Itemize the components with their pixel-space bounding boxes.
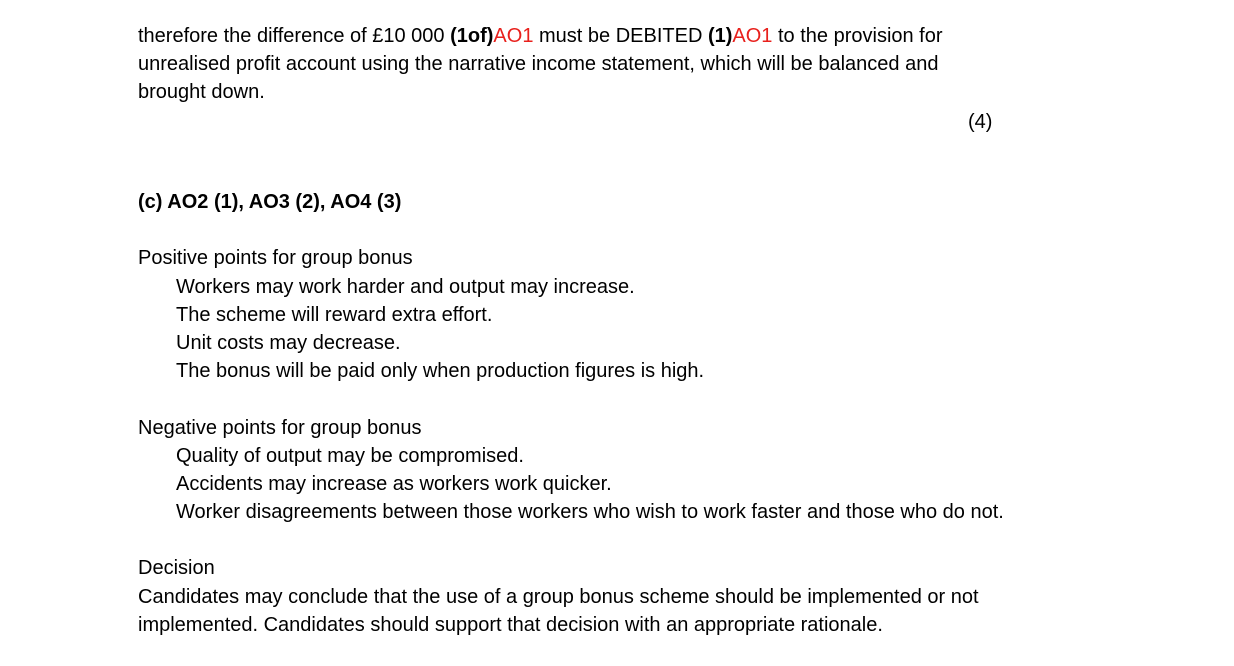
negative-point: Worker disagreements between those workers who wish to work faster and those who do not. bbox=[176, 501, 1004, 523]
decision-text: Candidates may conclude that the use of a group bonus scheme should be implemented or not bbox=[138, 586, 979, 608]
part-b-line-2: unrealised profit account using the narrative income statement, which will be balanced and bbox=[138, 53, 939, 75]
assessment-objective: AO1 bbox=[732, 25, 773, 47]
mark-allocation: (1) bbox=[707, 25, 733, 47]
positive-point: Workers may work harder and output may increase. bbox=[176, 276, 635, 298]
decision-text: implemented. Candidates should support that decision with an appropriate rationale. bbox=[138, 614, 883, 636]
negative-point: Accidents may increase as workers work quicker. bbox=[176, 473, 612, 495]
assessment-objective: AO1 bbox=[493, 25, 534, 47]
positive-point: The scheme will reward extra effort. bbox=[176, 304, 493, 326]
marks-total: (4) bbox=[968, 111, 993, 133]
negative-heading: Negative points for group bonus bbox=[138, 417, 422, 439]
part-b-line-3: brought down. bbox=[138, 81, 265, 103]
text-segment: must be DEBITED bbox=[533, 25, 708, 47]
positive-point: The bonus will be paid only when production figures is high. bbox=[176, 360, 705, 382]
positive-point: Unit costs may decrease. bbox=[176, 332, 401, 354]
part-c-heading: (c) AO2 (1), AO3 (2), AO4 (3) bbox=[138, 191, 402, 213]
decision-heading: Decision bbox=[138, 557, 215, 579]
text-segment: therefore the difference of £10 000 bbox=[138, 25, 451, 47]
mark-allocation: (1of) bbox=[450, 25, 494, 47]
positive-heading: Positive points for group bonus bbox=[138, 247, 413, 269]
part-b-line-1 bbox=[138, 22, 943, 50]
text-segment: to the provision for bbox=[772, 25, 943, 47]
negative-point: Quality of output may be compromised. bbox=[176, 445, 524, 467]
